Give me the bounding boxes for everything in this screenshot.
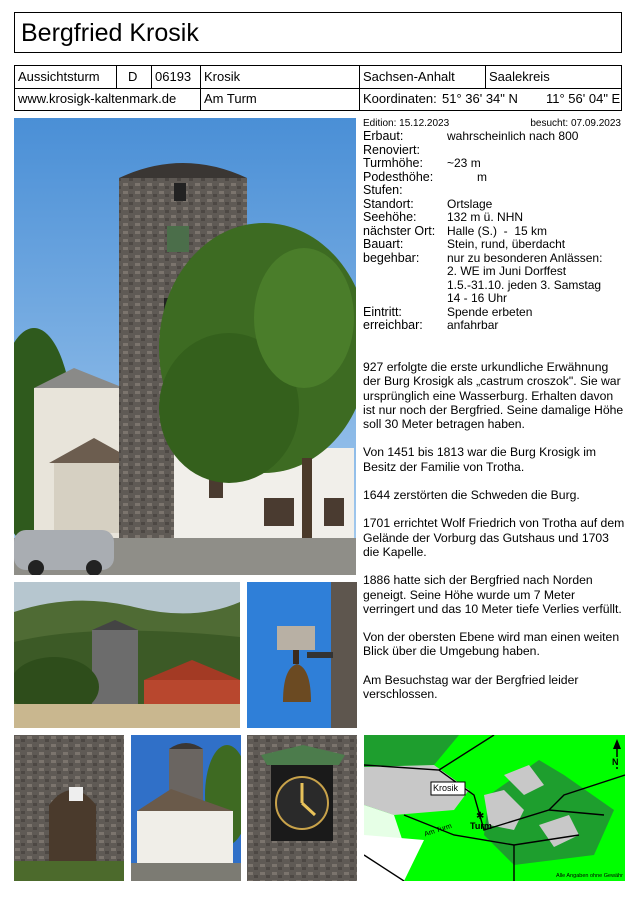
- fact-value: Stein, rund, überdacht: [447, 237, 566, 251]
- fact-label: Seehöhe:: [363, 210, 417, 224]
- fact-row: [363, 252, 625, 266]
- fact-label: Eintritt:: [363, 304, 402, 319]
- fact-label: Turmhöhe:: [363, 156, 423, 170]
- fact-value: Ortslage: [447, 196, 493, 211]
- page-title: Bergfried Krosik: [21, 19, 199, 47]
- fact-value: 132 m ü. NHN: [447, 210, 524, 224]
- fact-row: [363, 198, 625, 212]
- header-district: Saalekreis: [489, 69, 550, 84]
- fact-value: ~23 m: [447, 156, 481, 170]
- title-box: [14, 12, 622, 53]
- header-street: Am Turm: [204, 91, 257, 106]
- description-text: [363, 360, 625, 715]
- clock-photo: [247, 735, 357, 881]
- fact-value: nur zu besonderen Anlässen:: [447, 250, 603, 265]
- header-grid: [14, 65, 622, 111]
- fact-value: wahrscheinlich nach 800: [447, 129, 579, 143]
- paragraph: Am Besuchstag war der Bergfried leider verschlossen.: [363, 672, 579, 702]
- paragraph: Von 1451 bis 1813 war die Burg Krosigk im Besitz der Familie von Trotha.: [363, 445, 597, 474]
- fact-label: erreichbar:: [363, 318, 423, 332]
- info-block: [363, 118, 625, 333]
- fact-label: Podesthöhe:: [363, 169, 434, 184]
- fact-row: [363, 184, 625, 198]
- fact-row: [363, 211, 625, 225]
- map-tower-label: Turm: [470, 821, 492, 831]
- paragraph: 1701 errichtet Wolf Friedrich von Trotha auf dem Gelände der Vorburg das Gutshaus und 1703 die Kapelle.: [363, 516, 625, 559]
- edition-date: Edition: 15.12.2023: [363, 118, 450, 129]
- fact-value: anfahrbar: [447, 318, 499, 332]
- fact-value: 14 - 16 Uhr: [447, 291, 508, 305]
- map-street-label: Am Turm: [423, 822, 453, 839]
- fact-label: Erbaut:: [363, 129, 404, 143]
- paragraph: 927 erfolgte die erste urkundliche Erwähnung der Burg Krosigk als „castrum croszok". Sie war ursprünglich eine Wasserburg. Erhalten davon ist nur noch der Bergfried. Seine damalige Höhe soll 30 Meter betragen haben.: [363, 360, 624, 432]
- fact-row: [363, 238, 625, 252]
- fact-label: Renoviert:: [363, 142, 420, 157]
- header-postcode: 06193: [155, 69, 192, 84]
- paragraph: Von der obersten Ebene wird man einen weiten Blick über die Umgebung haben.: [363, 630, 620, 659]
- fact-label: Bauart:: [363, 237, 404, 251]
- fact-value: m: [447, 169, 488, 184]
- bell-photo: [247, 582, 357, 728]
- fact-value: Halle (S.) - 15 km: [447, 223, 548, 238]
- map-disclaimer: Alle Angaben ohne Gewähr: [556, 873, 623, 879]
- header-coords-label: Koordinaten:: [363, 91, 437, 106]
- house-tower-photo: [131, 735, 241, 881]
- door-photo: [14, 735, 124, 881]
- fact-label: Standort:: [363, 196, 414, 211]
- fact-value: 2. WE im Juni Dorffest: [447, 264, 567, 278]
- fact-row: [363, 225, 625, 239]
- fact-row: [363, 157, 625, 171]
- fact-label: nächster Ort:: [363, 223, 436, 238]
- header-lat: 51° 36' 34" N: [442, 91, 518, 106]
- visited-date: besucht: 07.09.2023: [530, 118, 621, 129]
- header-website[interactable]: www.krosigk-kaltenmark.de: [18, 91, 177, 106]
- landscape-photo: [14, 582, 240, 728]
- fact-label: Stufen:: [363, 183, 403, 197]
- header-type: Aussichtsturm: [18, 69, 100, 84]
- fact-row: [363, 171, 625, 185]
- fact-row: [363, 319, 625, 333]
- tower-photo: [14, 118, 356, 575]
- fact-row: [363, 144, 625, 158]
- header-state: Sachsen-Anhalt: [363, 69, 455, 84]
- svg-text:✱: ✱: [476, 811, 485, 822]
- location-map[interactable]: [364, 735, 625, 881]
- fact-label: begehbar:: [363, 250, 420, 265]
- map-place-label: Krosik: [433, 783, 459, 793]
- header-country: D: [128, 69, 138, 84]
- map-north-label: N: [612, 757, 619, 767]
- fact-value: Spende erbeten: [447, 304, 533, 319]
- fact-row: [363, 130, 625, 144]
- fact-row: [363, 265, 625, 279]
- paragraph: 1644 zerstörten die Schweden die Burg.: [363, 488, 580, 503]
- fact-row: [363, 279, 625, 293]
- paragraph: 1886 hatte sich der Bergfried nach Norden geneigt. Seine Höhe wurde um 7 Meter verringert und das 10 Meter tiefe Verlies verfüllt.: [363, 573, 622, 616]
- fact-row: [363, 306, 625, 320]
- header-place: Krosik: [204, 69, 241, 84]
- header-lon: 11° 56' 04" E: [546, 91, 621, 106]
- fact-row: [363, 292, 625, 306]
- fact-value: 1.5.-31.10. jeden 3. Samstag: [447, 277, 602, 292]
